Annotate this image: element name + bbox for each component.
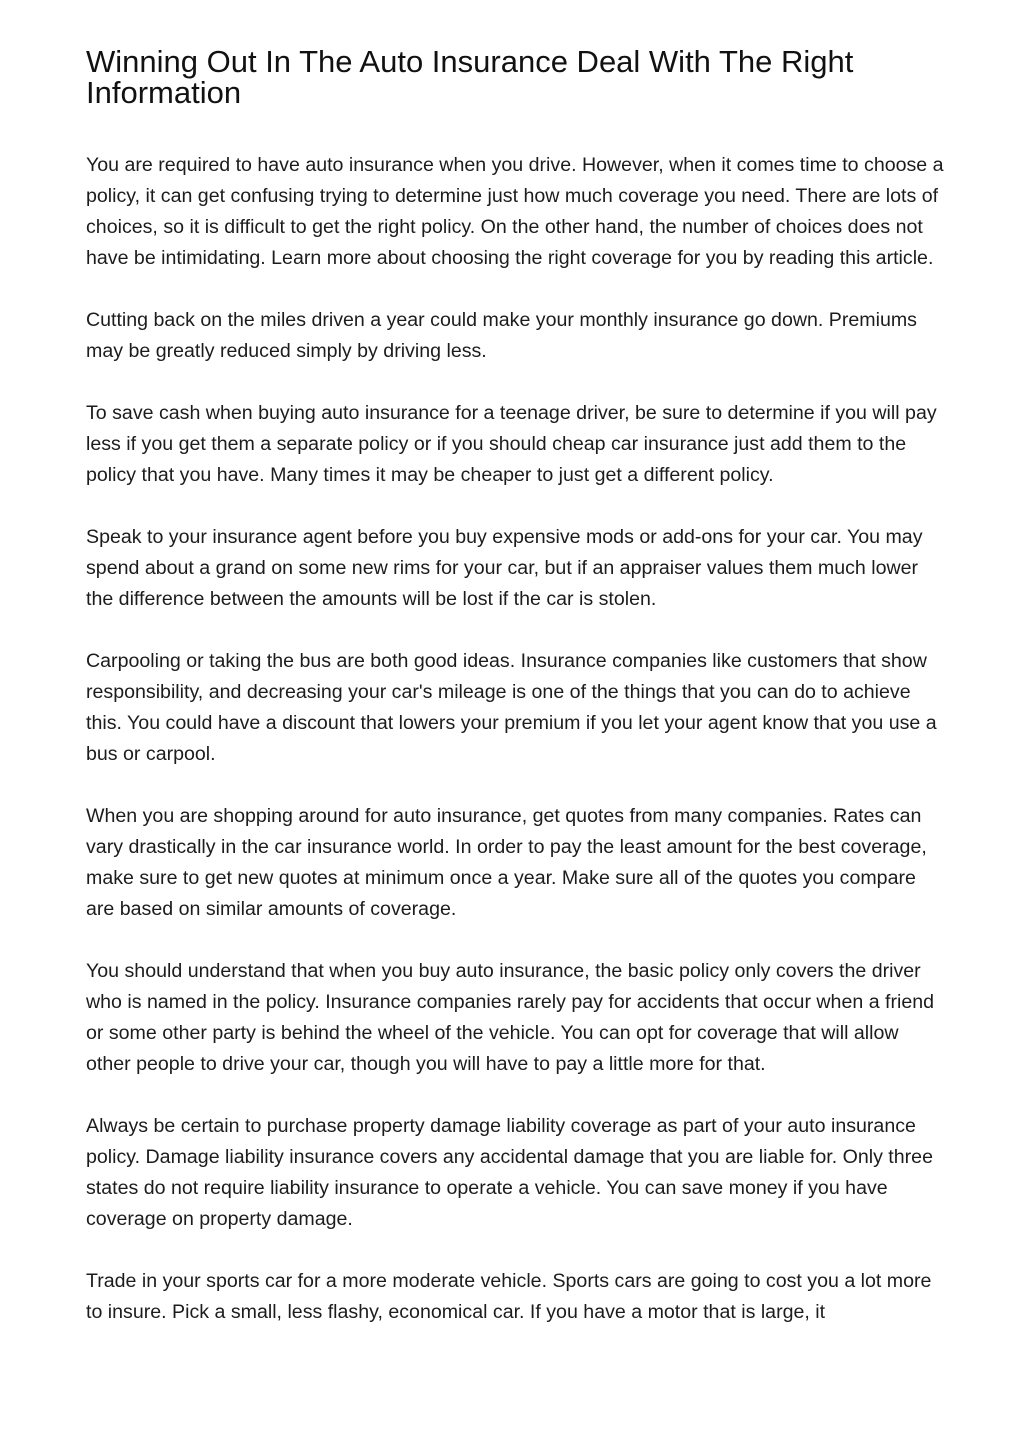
paragraph: When you are shopping around for auto insurance, get quotes from many companies. Rates can vary drastically in the car insurance world. In order to pay the least amount for the best coverage, make sure to get new quotes at minimum once a year. Make sure all of the quotes you compare are based on similar amounts of coverage.: [86, 805, 927, 920]
paragraph: Carpooling or taking the bus are both good ideas. Insurance companies like customers that show responsibility, and decreasing your car's mileage is one of the things that you can do to achieve this. You could have a discount that lowers your premium if you let your agent know that you use a bus or carpool.: [86, 650, 937, 765]
document-page: [86, 46, 946, 1359]
paragraph: You should understand that when you buy auto insurance, the basic policy only covers the driver who is named in the policy. Insurance companies rarely pay for accidents that occur when a friend or some other party is behind the wheel of the vehicle. You can opt for coverage that will allow other people to drive your car, though you will have to pay a little more for that.: [86, 960, 935, 1075]
paragraph: Cutting back on the miles driven a year could make your monthly insurance go down. Premiums may be greatly reduced simply by driving less.: [86, 309, 917, 362]
paragraph: Speak to your insurance agent before you buy expensive mods or add-ons for your car. You may spend about a grand on some new rims for your car, but if an appraiser values them much lower the difference between the amounts will be lost if the car is stolen.: [86, 526, 923, 610]
paragraph: To save cash when buying auto insurance for a teenage driver, be sure to determine if you will pay less if you get them a separate policy or if you should cheap car insurance just add them to the policy that you have. Many times it may be cheaper to just get a different policy.: [86, 402, 937, 486]
paragraph: Trade in your sports car for a more moderate vehicle. Sports cars are going to cost you a lot more to insure. Pick a small, less flashy, economical car. If you have a motor that is large, it: [86, 1270, 932, 1323]
paragraph: Always be certain to purchase property damage liability coverage as part of your auto insurance policy. Damage liability insurance covers any accidental damage that you are liable for. Only three states do not require liability insurance to operate a vehicle. You can save money if you have coverage on property damage.: [86, 1115, 933, 1230]
document-body: [86, 150, 946, 1328]
paragraph: You are required to have auto insurance when you drive. However, when it comes time to choose a policy, it can get confusing trying to determine just how much coverage you need. There are lots of choices, so it is difficult to get the right policy. On the other hand, the number of choices does not have be intimidating. Learn more about choosing the right coverage for you by reading this article.: [86, 154, 944, 269]
document-title: Winning Out In The Auto Insurance Deal With The Right Information: [86, 44, 854, 110]
